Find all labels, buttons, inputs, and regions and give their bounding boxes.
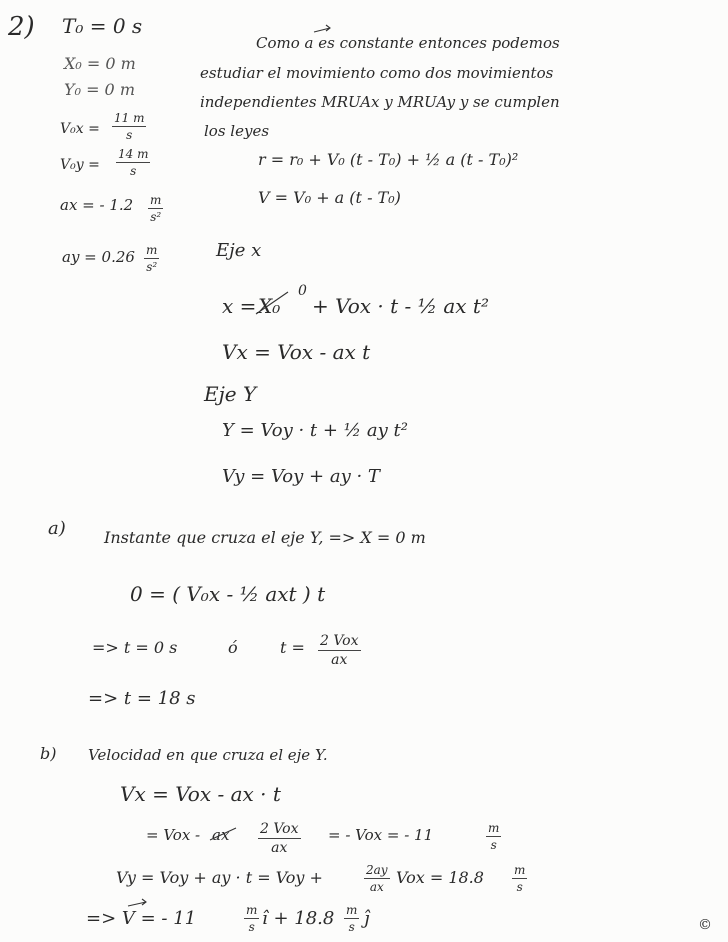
- part-b-v-hat-i: î + 18.8: [262, 908, 335, 929]
- given-vox-num: 11 m: [114, 111, 145, 125]
- part-a-result-1: => t = 0 s: [92, 638, 178, 657]
- part-b-vy-unit-num: m: [514, 863, 526, 877]
- intro-line-4: los leyes: [204, 122, 270, 140]
- part-b-vx-sub-num: 2 Vox: [260, 821, 299, 837]
- part-b-label: b): [40, 744, 57, 763]
- part-b-v-unit-2-num: m: [346, 903, 358, 917]
- intro-line-3: independientes MRUAx y MRUAy y se cumplen: [200, 93, 560, 111]
- part-a-or: ó: [228, 638, 238, 657]
- eje-x-x0-crossed: X₀: [258, 294, 281, 318]
- eje-x-velocity-eq: Vx = Vox - ax t: [222, 340, 371, 364]
- vector-arrow-v-final: [128, 899, 146, 906]
- given-ay-num: m: [146, 243, 158, 257]
- page-mark: ©: [698, 917, 712, 933]
- part-a-label: a): [48, 518, 66, 539]
- given-y0: Y₀ = 0 m: [64, 80, 135, 99]
- law-velocity: V = V₀ + a (t - T₀): [258, 188, 401, 207]
- part-b-vx-sub-b: = - Vox = - 11: [328, 826, 434, 844]
- law-position: r = r₀ + V₀ (t - T₀) + ½ a (t - T₀)²: [258, 150, 519, 169]
- eje-y-heading: Eje Y: [204, 382, 257, 406]
- part-b-vx-unit-num: m: [488, 821, 500, 835]
- intro-line-1: Como a es constante entonces podemos: [256, 34, 560, 52]
- eje-x-position-eq: + Vox · t - ½ ax t²: [312, 294, 489, 318]
- part-b-v-unit-1-num: m: [246, 903, 258, 917]
- given-voy-num: 14 m: [118, 147, 149, 161]
- part-b-vx-equation: Vx = Vox - ax · t: [120, 782, 281, 806]
- given-voy-label: V₀y =: [60, 157, 100, 173]
- part-a-result-2-den: ax: [331, 652, 348, 668]
- given-t0: T₀ = 0 s: [62, 14, 143, 38]
- part-a-final: => t = 18 s: [88, 688, 196, 709]
- part-b-vy-equation-a: Vy = Voy + ay · t = Voy +: [116, 868, 323, 887]
- part-b-v-hat-j: ĵ: [364, 908, 370, 929]
- given-vox-label: V₀x =: [60, 121, 100, 137]
- eje-x-zero-marker: 0: [298, 283, 307, 299]
- part-a-result-2-num: 2 Vox: [320, 633, 359, 649]
- part-b-vx-sub-ax-cancelled: ax: [212, 826, 230, 844]
- eje-y-position-eq: Y = Voy · t + ½ ay t²: [222, 420, 408, 441]
- part-b-vy-unit-den: s: [516, 880, 523, 894]
- part-b-vx-sub-a: = Vox -: [146, 826, 201, 844]
- given-ax-num: m: [150, 193, 162, 207]
- intro-line-2: estudiar el movimiento como dos movimientos: [200, 64, 554, 82]
- part-b-vy-frac-num: 2ay: [366, 863, 388, 877]
- eje-x-x-eq-left: x =: [222, 294, 257, 318]
- given-ax-label: ax = - 1.2: [60, 196, 134, 214]
- given-ax-den: s²: [150, 210, 162, 224]
- x0-cross-out: [256, 292, 288, 318]
- eje-x-heading: Eje x: [216, 240, 262, 261]
- vector-arrow-a-intro: [314, 25, 330, 32]
- part-a-statement: Instante que cruza el eje Y, => X = 0 m: [104, 528, 426, 547]
- given-voy-den: s: [130, 164, 137, 178]
- part-b-v-unit-1-den: s: [248, 920, 255, 934]
- eje-y-velocity-eq: Vy = Voy + ay · T: [222, 466, 380, 487]
- part-b-vx-unit-den: s: [490, 838, 497, 852]
- given-ay-label: ay = 0.26: [62, 248, 135, 266]
- part-b-v-vector-a: => V = - 11: [86, 908, 197, 929]
- given-ay-den: s²: [146, 260, 158, 274]
- part-b-vy-equation-b: Vox = 18.8: [396, 868, 484, 887]
- part-b-v-unit-2-den: s: [348, 920, 355, 934]
- ax-cross-out: [210, 828, 236, 840]
- problem-number: 2): [8, 12, 35, 42]
- part-a-result-2-lhs: t =: [280, 638, 305, 657]
- given-x0: X₀ = 0 m: [64, 54, 136, 73]
- part-b-vx-sub-den: ax: [271, 840, 288, 856]
- given-vox-den: s: [126, 128, 133, 142]
- part-b-vy-frac-den: ax: [369, 880, 384, 894]
- part-b-statement: Velocidad en que cruza el eje Y.: [88, 746, 328, 764]
- part-a-equation: 0 = ( V₀x - ½ axt ) t: [130, 582, 326, 606]
